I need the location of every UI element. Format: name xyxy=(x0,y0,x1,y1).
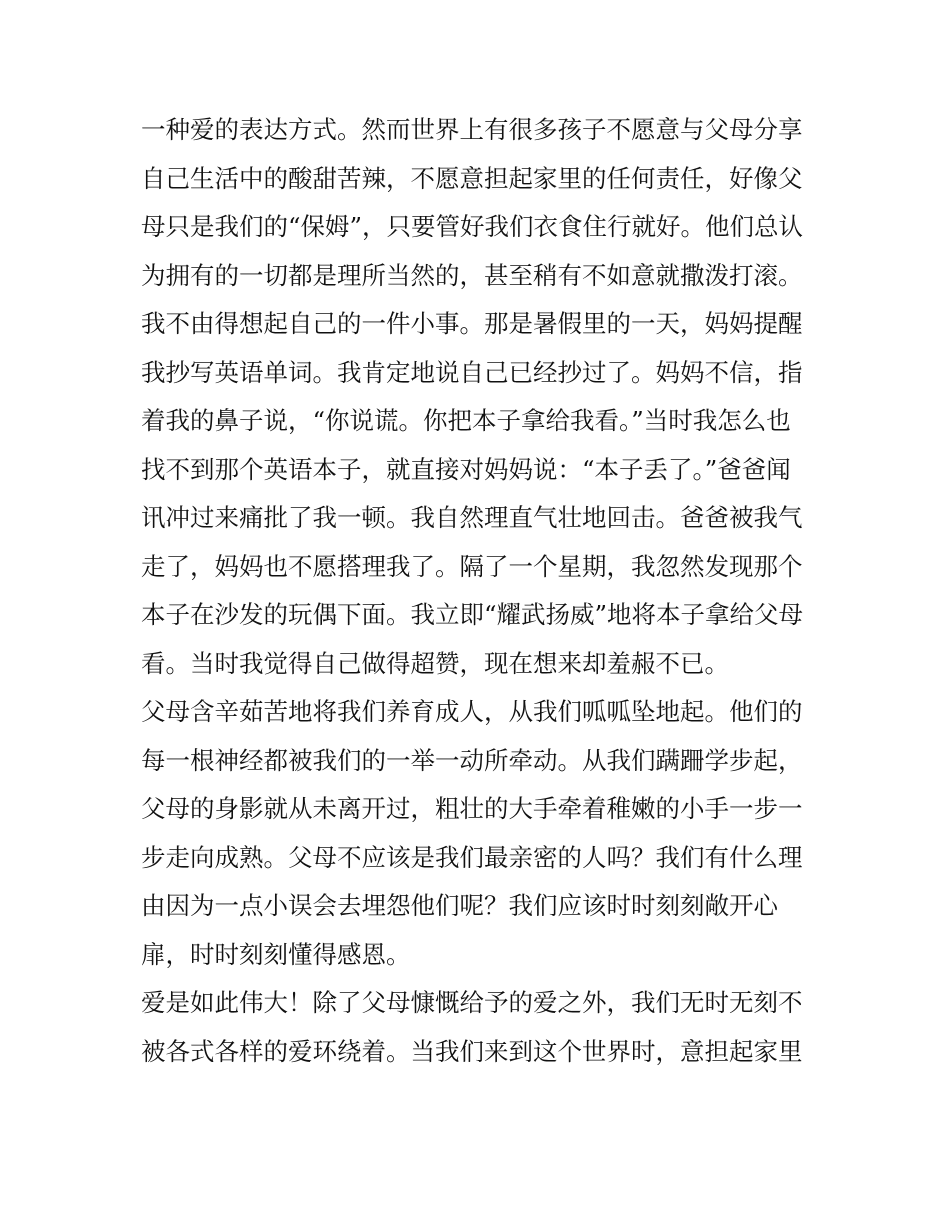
text-line: 本子在沙发的玩偶下面。我立即“耀武扬威”地将本子拿给父母 xyxy=(141,600,804,629)
text-line: 看。当时我觉得自己做得超赞，现在想来却羞赧不已。 xyxy=(141,648,729,678)
body-text xyxy=(141,106,821,1076)
text-line: 我抄写英语单词。我肯定地说自己已经抄过了。妈妈不信，指 xyxy=(141,357,803,387)
text-line: 为拥有的一切都是理所当然的，甚至稍有不如意就撒泼打滚。 xyxy=(141,260,803,290)
text-line: 一种爱的表达方式。然而世界上有很多孩子不愿意与父母分享 xyxy=(141,115,803,144)
text-line: 步走向成熟。父母不应该是我们最亲密的人吗？我们有什么理 xyxy=(141,842,803,872)
text-line: 被各式各样的爱环绕着。当我们来到这个世界时，意担起家里 xyxy=(141,1036,803,1066)
text-line: 走了，妈妈也不愿搭理我了。隔了一个星期，我忽然发现那个 xyxy=(141,551,803,581)
text-line: 爱是如此伟大！除了父母慷慨给予的爱之外，我们无时无刻不 xyxy=(141,988,803,1017)
text-line: 父母含辛茹苦地将我们养育成人，从我们呱呱坠地起。他们的 xyxy=(141,697,803,726)
text-line: 父母的身影就从未离开过，粗壮的大手牵着稚嫩的小手一步一 xyxy=(141,794,803,823)
text-line: 自己生活中的酸甜苦辣，不愿意担起家里的任何责任，好像父 xyxy=(141,163,803,193)
text-line: 母只是我们的“保姆”，只要管好我们衣食住行就好。他们总认 xyxy=(141,212,804,241)
text-line: 我不由得想起自己的一件小事。那是暑假里的一天，妈妈提醒 xyxy=(141,309,803,338)
text-line: 找不到那个英语本子，就直接对妈妈说：“本子丢了。”爸爸闻 xyxy=(141,454,791,484)
text-line: 由因为一点小误会去埋怨他们呢？我们应该时时刻刻敞开心 xyxy=(141,891,778,920)
text-line: 讯冲过来痛批了我一顿。我自然理直气壮地回击。爸爸被我气 xyxy=(141,503,803,532)
text-line: 着我的鼻子说，“你说谎。你把本子拿给我看。”当时我怎么也 xyxy=(141,406,791,435)
text-line: 每一根神经都被我们的一举一动所牵动。从我们蹒跚学步起， xyxy=(141,745,803,775)
text-line: 扉，时时刻刻懂得感恩。 xyxy=(141,939,411,969)
